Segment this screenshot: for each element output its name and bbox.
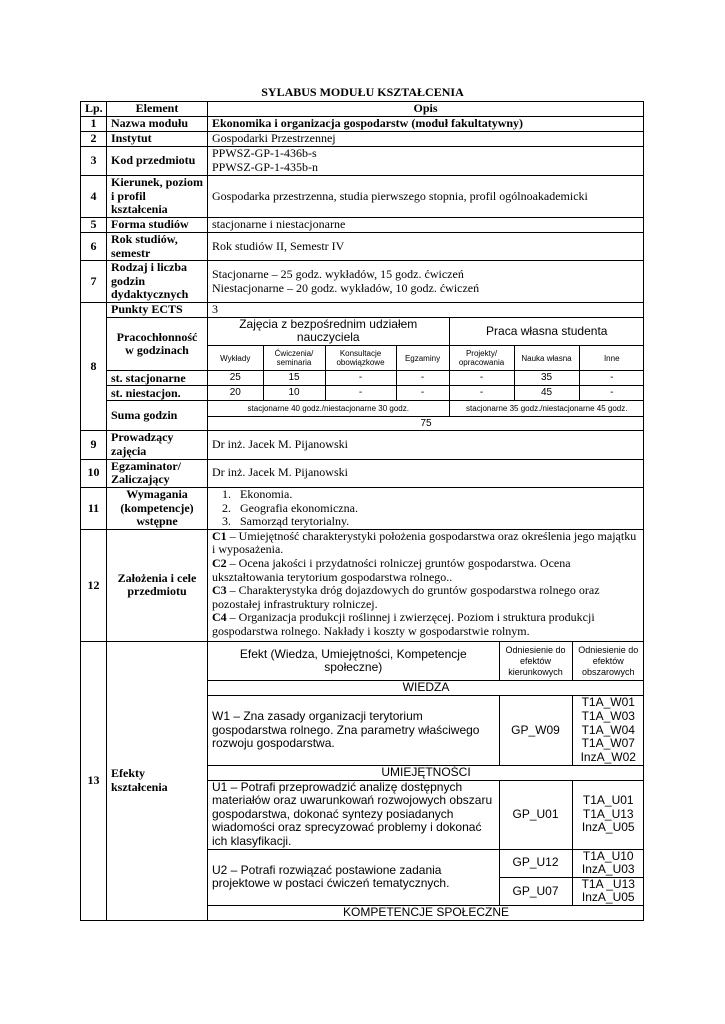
row-9 [81,431,644,459]
hours-cell: 10 [263,386,325,400]
goal-text: – Umiejętność charakterystyki położenia gospodarstwa oraz określenia jego majątku i wyposażenia. [212,528,637,557]
hours-cell: - [610,372,614,384]
row-number: 7 [81,261,107,303]
row-label: Rodzaj i liczba godzin dydaktycznych [107,261,208,303]
sum-self: stacjonarne 35 godz./niestacjonarne 45 godz. [449,401,644,416]
examiner-value: Dr inż. Jacek M. Pijanowski [208,459,644,487]
row-4 [81,176,644,218]
row-label: Instytut [107,132,208,147]
study-form-value: stacjonarne i niestacjonarne [208,218,644,233]
list-item: 2. Geografia ekonomiczna. [234,502,639,516]
document-title: SYLABUS MODUŁU KSZTAŁCENIA [261,85,464,99]
area-code: InzA_U03 [581,862,635,877]
row-2 [81,132,644,147]
section-kompetencje: KOMPETENCJE SPOŁECZNE [208,905,644,919]
lecturer-value: Dr inż. Jacek M. Pijanowski [208,431,644,459]
row-label: Kod przedmiotu [107,147,208,176]
effect-area [572,849,644,877]
row-label: Punkty ECTS [107,303,208,318]
row-number: 12 [81,529,107,641]
sum-total: 75 [420,417,432,429]
col-header: Konsultacje obowiązkowe [325,345,396,370]
year-semester-value: Rok studiów II, Semestr IV [208,233,644,261]
row-label: st. stacjonarne [107,371,208,386]
list-item: 3. Samorząd terytorialny. [234,515,639,529]
hours-cell: 20 [208,386,263,400]
row-12 [81,529,644,641]
hours-cell: - [396,371,449,385]
niestac-values-cell [208,386,644,401]
hours-cell: 35 [514,371,579,385]
col-header: Wykłady [208,345,263,370]
row-6 [81,233,644,261]
course-code: PPWSZ-GP-1-435b-n [212,160,319,174]
row-number: 10 [81,459,107,487]
hours-stacjonarne: Stacjonarne – 25 godz. wykładów, 15 godz. ćwiczeń [212,267,464,282]
workload-columns [208,345,644,370]
hours-cell: - [325,371,396,385]
hours-cell: 25 [208,371,263,385]
goals-cell [208,529,644,641]
effect-u1 [208,780,644,849]
area-code: T1A_W03 [581,709,635,724]
col-header: Egzaminy [396,345,449,370]
col-header: Ćwiczenia/ seminaria [263,345,325,370]
row-3 [81,147,644,176]
area-code: InzA_U05 [581,820,635,835]
hours-cell: - [325,386,396,400]
row-8-niestacjonarne [81,386,644,401]
area-code: T1A_U01 [582,793,634,808]
goal-text: – Charakterystyka dróg dojazdowych do gruntów gospodarstwa rolnego oraz pozostałej infrastruktury rolniczej. [212,583,600,611]
area-code: T1A_W07 [581,736,635,751]
sum-cell [208,401,644,431]
syllabus-table [80,101,644,921]
col-header: Inne [579,345,644,370]
hours-cell: - [449,371,514,385]
col-header: Nauka własna [514,345,579,370]
area-code: InzA_U05 [581,890,635,905]
effect-u2 [208,849,644,877]
group-self: Praca własna studenta [449,318,644,346]
sum-direct: stacjonarne 40 godz./niestacjonarne 30 godz. [208,401,449,416]
row-label: Wymagania (kompetencje) wstępne [107,487,208,529]
col-direction: Odniesienie do efektów kierunkowych [499,642,572,681]
goal-code: C4 [212,610,227,625]
hours-cell: 45 [514,386,579,400]
row-13 [81,641,644,920]
section-wiedza: WIEDZA [208,681,644,696]
row-label: Efekty kształcenia [107,641,208,920]
row-label: Forma studiów [107,218,208,233]
effect-text: W1 – Zna zasady organizacji terytorium gospodarstwa rolnego. Zna parametry właściwego rozwoju gospodarstwa. [208,695,499,765]
area-code: T1A_U10 [582,848,634,863]
row-7 [81,261,644,303]
ects-value: 3 [208,303,644,318]
header-opis: Opis [208,102,644,117]
field-value: Gospodarka przestrzenna, studia pierwszego stopnia, profil ogólnoakademicki [208,176,644,218]
effect-text: U2 – Potrafi rozwiązać postawione zadania projektowe w postaci ćwiczeń tematycznych. [208,849,499,905]
row-number: 8 [81,303,107,431]
area-code: T1A_W01 [581,695,635,710]
effect-direction: GP_U07 [499,877,572,905]
row-label: Prowadzący zajęcia [107,431,208,459]
effect-direction: GP_U01 [499,780,572,849]
col-area: Odniesienie do efektów obszarowych [572,642,644,681]
row-label: Rok studiów, semestr [107,233,208,261]
row-10 [81,459,644,487]
area-code: InzA_W02 [580,749,636,764]
row-number: 11 [81,487,107,529]
header-lp: Lp. [81,102,107,117]
row-11 [81,487,644,529]
institute-value: Gospodarki Przestrzennej [208,132,644,147]
goal-code: C2 [212,556,227,571]
header-row [81,102,644,117]
workload-header-cell [208,317,644,371]
row-8-stacjonarne [81,371,644,386]
area-code: T1A _U13 [581,876,635,891]
row-number: 6 [81,233,107,261]
row-label: Suma godzin [107,401,208,431]
module-name: Ekonomika i organizacja gospodarstw (moduł fakultatywny) [208,117,644,132]
effects-table [208,642,644,920]
stac-values-cell [208,371,644,386]
row-5 [81,218,644,233]
row-label: Nazwa modułu [107,117,208,132]
row-label: Założenia i cele przedmiotu [107,529,208,641]
goal-item [212,611,639,638]
hours-cell: 15 [263,371,325,385]
hours-cell: - [610,387,614,399]
goal-text: – Organizacja produkcji roślinnej i zwierzęcej. Poziom i struktura produkcji gospodarstwa rolnego. Nakłady i koszty w gospodarstwie rolnym. [212,610,595,638]
row-label: Egzaminator/ Zaliczający [107,459,208,487]
effect-text: U1 – Potrafi przeprowadzić analizę dostępnych materiałów oraz uwarunkowań rozwojowych obszaru gospodarstwa, dokonać syntezy posiadanych wiadomości oraz sprecyzować problemy i dokonać ich klasyfikacji. [208,780,499,849]
requirements-list [212,488,639,529]
goal-text: – Ocena jakości i przydatności rolniczej gruntów gospodarstwa. Ocena ukształtowania terytorium gospodarstwa rolnego.. [212,556,571,584]
effect-area [572,780,644,849]
requirements-cell [208,487,644,529]
header-element: Element [107,102,208,117]
row-1 [81,117,644,132]
row-number: 9 [81,431,107,459]
effects-header [208,642,644,681]
goal-code: C1 [212,528,227,543]
section-umiejetnosci: UMIEJĘTNOŚCI [208,765,644,780]
goal-code: C3 [212,583,227,598]
hours-values [208,261,644,303]
hours-cell: - [396,386,449,400]
goal-item [212,557,639,584]
hours-niestacjonarne: Niestacjonarne – 20 godz. wykładów, 10 godz. ćwiczeń [212,280,480,295]
row-number: 4 [81,176,107,218]
workload-header [208,318,644,371]
niestac-values [208,386,644,400]
row-8-ects [81,303,644,318]
course-codes [208,147,644,176]
row-number: 2 [81,132,107,147]
row-number: 3 [81,147,107,176]
course-code: PPWSZ-GP-1-436b-s [212,146,317,161]
row-number: 13 [81,641,107,920]
group-direct: Zajęcia z bezpośrednim udziałem nauczyciela [208,318,449,346]
effect-direction: GP_U12 [499,849,572,877]
hours-cell: - [449,386,514,400]
row-label: Pracochłonność w godzinach [107,317,208,371]
area-code: T1A_W04 [581,722,635,737]
stac-values [208,371,644,385]
effects-cell [208,641,644,920]
list-item: 1. Ekonomia. [234,488,639,502]
effect-area [572,695,644,765]
effect-w1 [208,695,644,765]
row-8-sum [81,401,644,431]
effect-area [572,877,644,905]
row-label: st. niestacjon. [107,386,208,401]
col-effect: Efekt (Wiedza, Umiejętności, Kompetencje społeczne) [208,642,499,681]
goal-item [212,530,639,557]
row-number: 5 [81,218,107,233]
effect-direction: GP_W09 [499,695,572,765]
row-label: Kierunek, poziom i profil kształcenia [107,176,208,218]
area-code: T1A_U13 [582,806,634,821]
row-number: 1 [81,117,107,132]
row-8-workload [81,317,644,371]
col-header: Projekty/ opracowania [449,345,514,370]
goal-item [212,584,639,611]
sum-values [208,401,644,430]
